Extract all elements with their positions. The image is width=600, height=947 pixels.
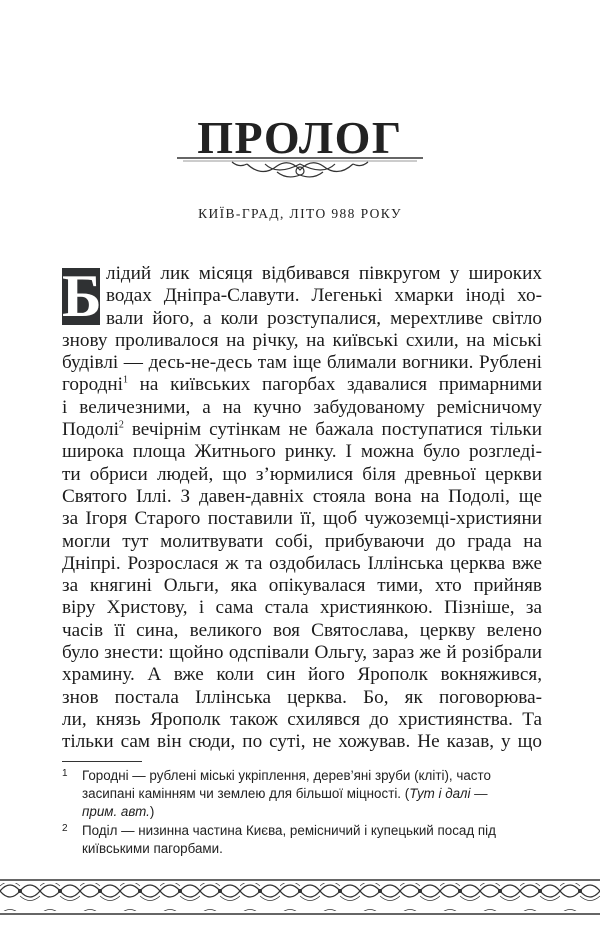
text-line: будівлі — десь-не-десь там іще блимали вогники. Рублені — [62, 352, 542, 374]
footnote-number: 2 — [62, 823, 68, 834]
knotwork-divider-ornament — [177, 154, 423, 180]
footnote-line: київськими пагорбами. — [82, 840, 223, 856]
text-line: за княгині Ольги, яка опікувалася тими, хто прийняв — [62, 575, 542, 597]
text-line: тільки сам він сюди, по суті, не хожував. Не казав, у що — [62, 731, 542, 753]
text-line: за Ігоря Старого поставили її, щоб чужоземці-християни — [62, 508, 542, 530]
text-line: ти обриси людей, що з’юрмилися біля древньої церкви — [62, 463, 542, 485]
main-text — [62, 263, 542, 754]
text-line: часів її сина, великого воя Святослава, церкву велено — [62, 619, 542, 641]
footnote-line: засипані камінням чи землею для більшої міцності. (Тут і далі — — [82, 785, 488, 801]
chapter-subtitle: КИЇВ-ГРАД, ЛІТО 988 РОКУ — [198, 206, 402, 221]
knotwork-border-ornament — [0, 877, 600, 917]
text-line: Дніпрі. Розрослася ж та оздобилась Іллінська церква вже — [62, 552, 542, 574]
text-line: водах Дніпра-Славути. Легенькі хмарки іноді хо- — [106, 285, 542, 307]
text-line: і величезними, а на кучно забудованому ремісничому — [62, 396, 542, 418]
text-line: віру Христову, і сама стала християнкою. Пізніше, за — [62, 597, 542, 619]
footnote-divider — [62, 761, 142, 762]
text-line: храмину. А вже коли син його Ярополк вокняжився, — [62, 664, 542, 686]
footnote-ref[interactable]: 2 — [118, 419, 124, 431]
text-line: могли тут молитвувати собі, прибуваючи до града на — [62, 530, 542, 552]
text-line: знову проливалося на річку, на київські схили, на міські — [62, 329, 542, 351]
text-line: було знести: щойно одспівали Ольгу, зараз же й розібрали — [62, 642, 542, 664]
footnote-line: Поділ — низинна частина Києва, ремісничий і купецький посад під — [82, 823, 496, 838]
text-line: ли, князь Ярополк також схилявся до християнства. Та — [62, 708, 542, 730]
text-line: лідий лик місяця відбивався півкругом у широких — [106, 263, 542, 284]
text-line: вали його, а коли розступалися, мерехтливе світло — [106, 307, 542, 329]
footnote-ref[interactable]: 1 — [122, 375, 128, 387]
text-line: городні$^1$ на київських пагорбах здавалися примарними — [62, 374, 542, 396]
drop-cap: Б — [62, 263, 102, 329]
text-line: Святого Іллі. З давен-давніх стояла вона на Подолі, ще — [62, 485, 542, 507]
text-line: Подолі$^2$ вечірнім сутінкам не бажала поступатися тільки — [62, 419, 542, 441]
text-line: широка площа Житнього ринку. І можна було розгледі- — [62, 441, 542, 463]
text-line: знов постала Іллінська церква. Бо, як поговорюва- — [62, 686, 542, 708]
footnote-line: прим. авт.) — [82, 803, 155, 819]
footnote-line: Городні — рублені міські укріплення, дерев’яні зруби (кліті), часто — [82, 768, 491, 783]
footnote-number: 1 — [62, 768, 68, 779]
chapter-title: ПРОЛОГ — [197, 112, 403, 163]
